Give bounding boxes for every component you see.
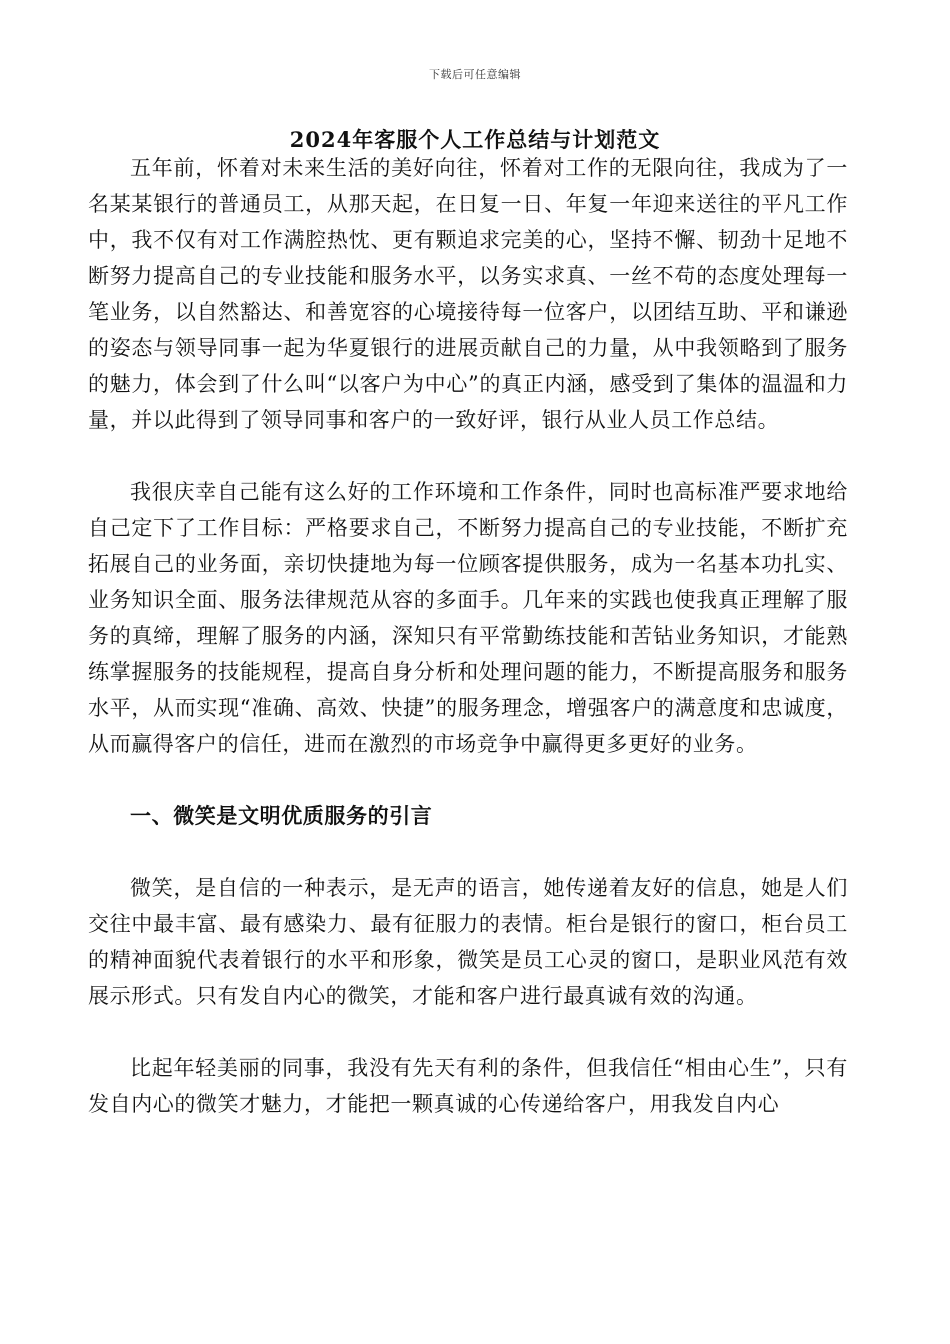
section-heading: 一、微笑是文明优质服务的引言	[130, 803, 433, 828]
document-title: 2024年客服个人工作总结与计划范文	[289, 127, 661, 152]
header-note: 下载后可任意编辑	[429, 68, 521, 81]
paragraph-1: 五年前，怀着对未来生活的美好向往，怀着对工作的无限向往，我成为了一名某某银行的普通员工，从那天起，在日复一日、年复一年迎来送往的平凡工作中，我不仅有对工作满腔热忱、更有颗追求完美的心，坚持不懈、韧劲十足地不断努力提高自己的专业技能和服务水平，以务实求真、一丝不苟的态度处理每一笔业务，以自然豁达、和善宽容的心境接待每一位客户，以团结互助、平和谦逊的姿态与领导同事一起为华夏银行的进展贡献自己的力量，从中我领略到了服务的魅力，体会到了什么叫“以客户为中心”的真正内涵，感受到了集体的温温和力量，并以此得到了领导同事和客户的一致好评，银行从业人员工作总结。	[88, 156, 848, 432]
paragraph-gap	[88, 1014, 848, 1050]
document-body	[88, 150, 848, 1122]
section-paragraph-2: 比起年轻美丽的同事，我没有先天有利的条件，但我信任“相由心生”，只有发自内心的微笑才魅力，才能把一颗真诚的心传递给客户，用我发自内心	[88, 1056, 848, 1116]
section-paragraph-1: 微笑，是自信的一种表示，是无声的语言，她传递着友好的信息，她是人们交往中最丰富、最有感染力、最有征服力的表情。柜台是银行的窗口，柜台员工的精神面貌代表着银行的水平和形象，微笑是员工心灵的窗口，是职业风范有效展示形式。只有发自内心的微笑，才能和客户进行最真诚有效的沟通。	[88, 876, 848, 1008]
paragraph-gap	[88, 762, 848, 798]
paragraph-gap	[88, 834, 848, 870]
paragraph-2: 我很庆幸自己能有这么好的工作环境和工作条件，同时也高标准严要求地给自己定下了工作目标：严格要求自己，不断努力提高自己的专业技能，不断扩充拓展自己的业务面，亲切快捷地为每一位顾客提供服务，成为一名基本功扎实、业务知识全面、服务法律规范从容的多面手。几年来的实践也使我真正理解了服务的真缔，理解了服务的内涵，深知只有平常勤练技能和苦钻业务知识，才能熟练掌握服务的技能规程，提高自身分析和处理问题的能力，不断提高服务和服务水平，从而实现“准确、高效、快捷”的服务理念，增强客户的满意度和忠诚度，从而赢得客户的信任，进而在激烈的市场竞争中赢得更多更好的业务。	[88, 480, 848, 756]
paragraph-gap	[88, 438, 848, 474]
